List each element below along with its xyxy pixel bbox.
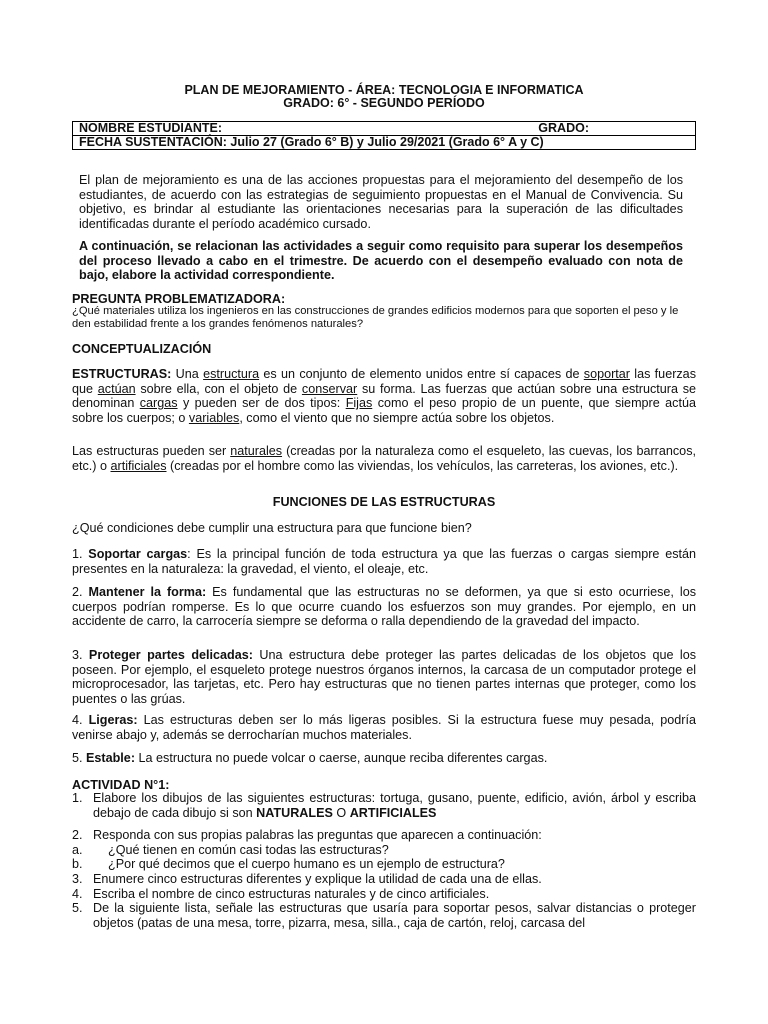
- pregunta-text: ¿Qué materiales utiliza los ingenieros en las construcciones de grandes edificios modernos para que soporten el peso y le den estabilidad frente a los grandes fenómenos naturales?: [72, 305, 679, 330]
- grade-label: GRADO:: [538, 121, 589, 135]
- funcion-text: Las estructuras deben ser lo más ligeras posibles. Si la estructura fuese muy pesada, podría venirse abajo y, además se derrocharían muchos materiales.: [72, 713, 696, 742]
- actividad-subitem: [72, 857, 696, 872]
- keyword-artificiales-bold: ARTIFICIALES: [349, 805, 437, 820]
- funcion-item: [72, 751, 696, 766]
- intro-paragraph: El plan de mejoramiento es una de las acciones propuestas para el mejoramiento del desempeño de los estudiantes, de acuerdo con las estrategias de seguimiento propuestas en el Manual de Convivencia. Su objetivo, es brindar al estudiante las orientaciones necesarias para la superación de las dificultades identificadas durante el período académico cursado.: [79, 173, 683, 231]
- item-number: 5.: [72, 751, 87, 765]
- item-text: O: [332, 805, 350, 820]
- item-text: Escriba el nombre de cinco estructuras naturales y de cinco artificiales.: [93, 886, 490, 901]
- item-number: 1.: [72, 791, 83, 805]
- funcion-term: Mantener la forma:: [88, 585, 207, 599]
- item-text: ¿Qué tienen en común casi todas las estructuras?: [108, 842, 389, 857]
- student-name-label: NOMBRE ESTUDIANTE:: [79, 121, 223, 135]
- item-text: De la siguiente lista, señale las estructuras que usaría para soportar pesos, salvar distancias o proteger objetos (patas de una mesa, torre, pizarra, mesa, silla., caja de cartón, reloj, carcasa del: [93, 901, 696, 930]
- instructions-paragraph: A continuación, se relacionan las actividades a seguir como requisito para superar los desempeños del proceso llevado a cabo en el trimestre. De acuerdo con el desempeño evaluado con nota de bajo, elabore la actividad correspondiente.: [79, 239, 683, 283]
- funcion-item: [72, 648, 696, 706]
- keyword-estructura: estructura: [203, 367, 260, 381]
- estructuras-paragraph: [72, 367, 696, 425]
- item-number: 4.: [72, 713, 89, 727]
- student-info-row: [73, 122, 696, 136]
- funcion-term: Soportar cargas: [88, 547, 188, 561]
- actividad-item: [72, 901, 696, 930]
- item-number: 2.: [72, 828, 83, 843]
- actividad-list: [72, 791, 696, 930]
- subitem-letter: b.: [72, 857, 83, 872]
- document-subtitle: GRADO: 6° - SEGUNDO PERÍODO: [283, 96, 485, 110]
- item-number: 4.: [72, 886, 83, 901]
- actividad-heading: ACTIVIDAD N°1:: [72, 778, 170, 792]
- item-text: Elabore los dibujos de las siguientes estructuras: tortuga, gusano, puente, edificio, avión, árbol y escriba debajo de cada dibujo si son: [93, 791, 696, 820]
- keyword-naturales-bold: NATURALES: [256, 805, 333, 820]
- item-text: Responda con sus propias palabras las preguntas que aparecen a continuación:: [93, 828, 542, 843]
- funcion-term: Ligeras:: [88, 713, 138, 727]
- funcion-text: : Es la principal función de toda estructura ya que las fuerzas o cargas siempre están presentes en la naturaleza: la gravedad, el viento, el oleaje, etc.: [72, 547, 696, 576]
- actividad-subitem: [72, 843, 696, 858]
- actividad-item: [72, 791, 696, 820]
- funcion-term: Estable:: [86, 751, 136, 765]
- item-number: 3.: [72, 871, 83, 886]
- keyword-cargas: cargas: [139, 396, 178, 411]
- date-row: FECHA SUSTENTACIÓN: Julio 27 (Grado 6° B) y Julio 29/2021 (Grado 6° A y C): [73, 136, 696, 150]
- funcion-text: Es fundamental que las estructuras no se deformen, ya que si esto ocurriese, los cuerpos podrían romperse. Es lo que ocurre cuando los esfuerzos son muy grandes. Por ejemplo, en un accidente de carro, la carrocería siempre se deforma o ralla dependiendo de la gravedad del impacto.: [72, 585, 696, 629]
- funciones-heading: FUNCIONES DE LAS ESTRUCTURAS: [272, 495, 496, 509]
- keyword-conservar: conservar: [301, 381, 358, 396]
- text-span: y pueden ser de dos tipos:: [177, 396, 346, 411]
- student-info-table: [72, 121, 696, 150]
- tipos-estructuras-paragraph: [72, 444, 696, 473]
- text-span: (creadas por el hombre como las viviendas, los vehículos, las carreteras, los aviones, etc.).: [166, 458, 679, 473]
- keyword-actuan: actúan: [97, 381, 136, 396]
- subitem-letter: a.: [72, 842, 83, 857]
- item-number: 3.: [72, 648, 89, 662]
- keyword-artificiales: artificiales: [110, 458, 167, 473]
- document-title: PLAN DE MEJORAMIENTO - ÁREA: TECNOLOGIA E INFORMATICA: [184, 83, 584, 97]
- keyword-variables: variables: [188, 410, 240, 425]
- text-span: (creadas por la naturaleza como el esqueleto, las cuevas, los barrancos, etc.) o: [72, 444, 696, 473]
- item-number: 5.: [72, 901, 83, 916]
- funcion-item: [72, 585, 696, 629]
- item-number: 2.: [72, 585, 89, 599]
- pregunta-heading: PREGUNTA PROBLEMATIZADORA:: [72, 292, 286, 306]
- actividad-item: [72, 887, 696, 902]
- funcion-text: Una estructura debe proteger las partes delicadas de los objetos que los poseen. Por ejemplo, el esqueleto protege nuestros órganos internos, la carcasa de un computador protege el microprocesador, las tarjetas, etc. Pero hay estructuras que no tienen partes internas que proteger, como los puentes o las grúas.: [72, 648, 696, 706]
- text-span: su forma. Las fuerzas que actúan sobre una estructura se denominan: [72, 381, 696, 411]
- text-span: , como el viento que no siempre actúa sobre los objetos.: [239, 410, 555, 425]
- funcion-term: Proteger partes delicadas:: [88, 648, 253, 662]
- text-span: Las estructuras pueden ser: [72, 444, 231, 458]
- funcion-text: La estructura no puede volcar o caerse, aunque reciba diferentes cargas.: [135, 751, 548, 765]
- text-span: las fuerzas que: [72, 367, 696, 396]
- keyword-soportar: soportar: [583, 367, 630, 381]
- estructuras-term: ESTRUCTURAS:: [72, 367, 172, 381]
- funciones-question: ¿Qué condiciones debe cumplir una estructura para que funcione bien?: [72, 521, 472, 535]
- text-span: sobre ella, con el objeto de: [135, 381, 302, 396]
- keyword-naturales: naturales: [230, 444, 283, 458]
- text-span: Una: [171, 367, 204, 381]
- funcion-item: [72, 713, 696, 742]
- funcion-item: [72, 547, 696, 576]
- item-text: Enumere cinco estructuras diferentes y explique la utilidad de cada una de ellas.: [93, 871, 542, 886]
- conceptualizacion-heading: CONCEPTUALIZACIÓN: [72, 342, 212, 356]
- text-span: como el peso propio de un puente, que siempre actúa sobre los cuerpos; o: [72, 396, 696, 425]
- item-number: 1.: [72, 547, 89, 561]
- item-text: ¿Por qué decimos que el cuerpo humano es un ejemplo de estructura?: [108, 857, 505, 872]
- text-span: es un conjunto de elemento unidos entre sí capaces de: [259, 367, 584, 381]
- keyword-fijas: Fijas: [345, 396, 373, 411]
- actividad-item: [72, 828, 696, 843]
- actividad-item: [72, 872, 696, 887]
